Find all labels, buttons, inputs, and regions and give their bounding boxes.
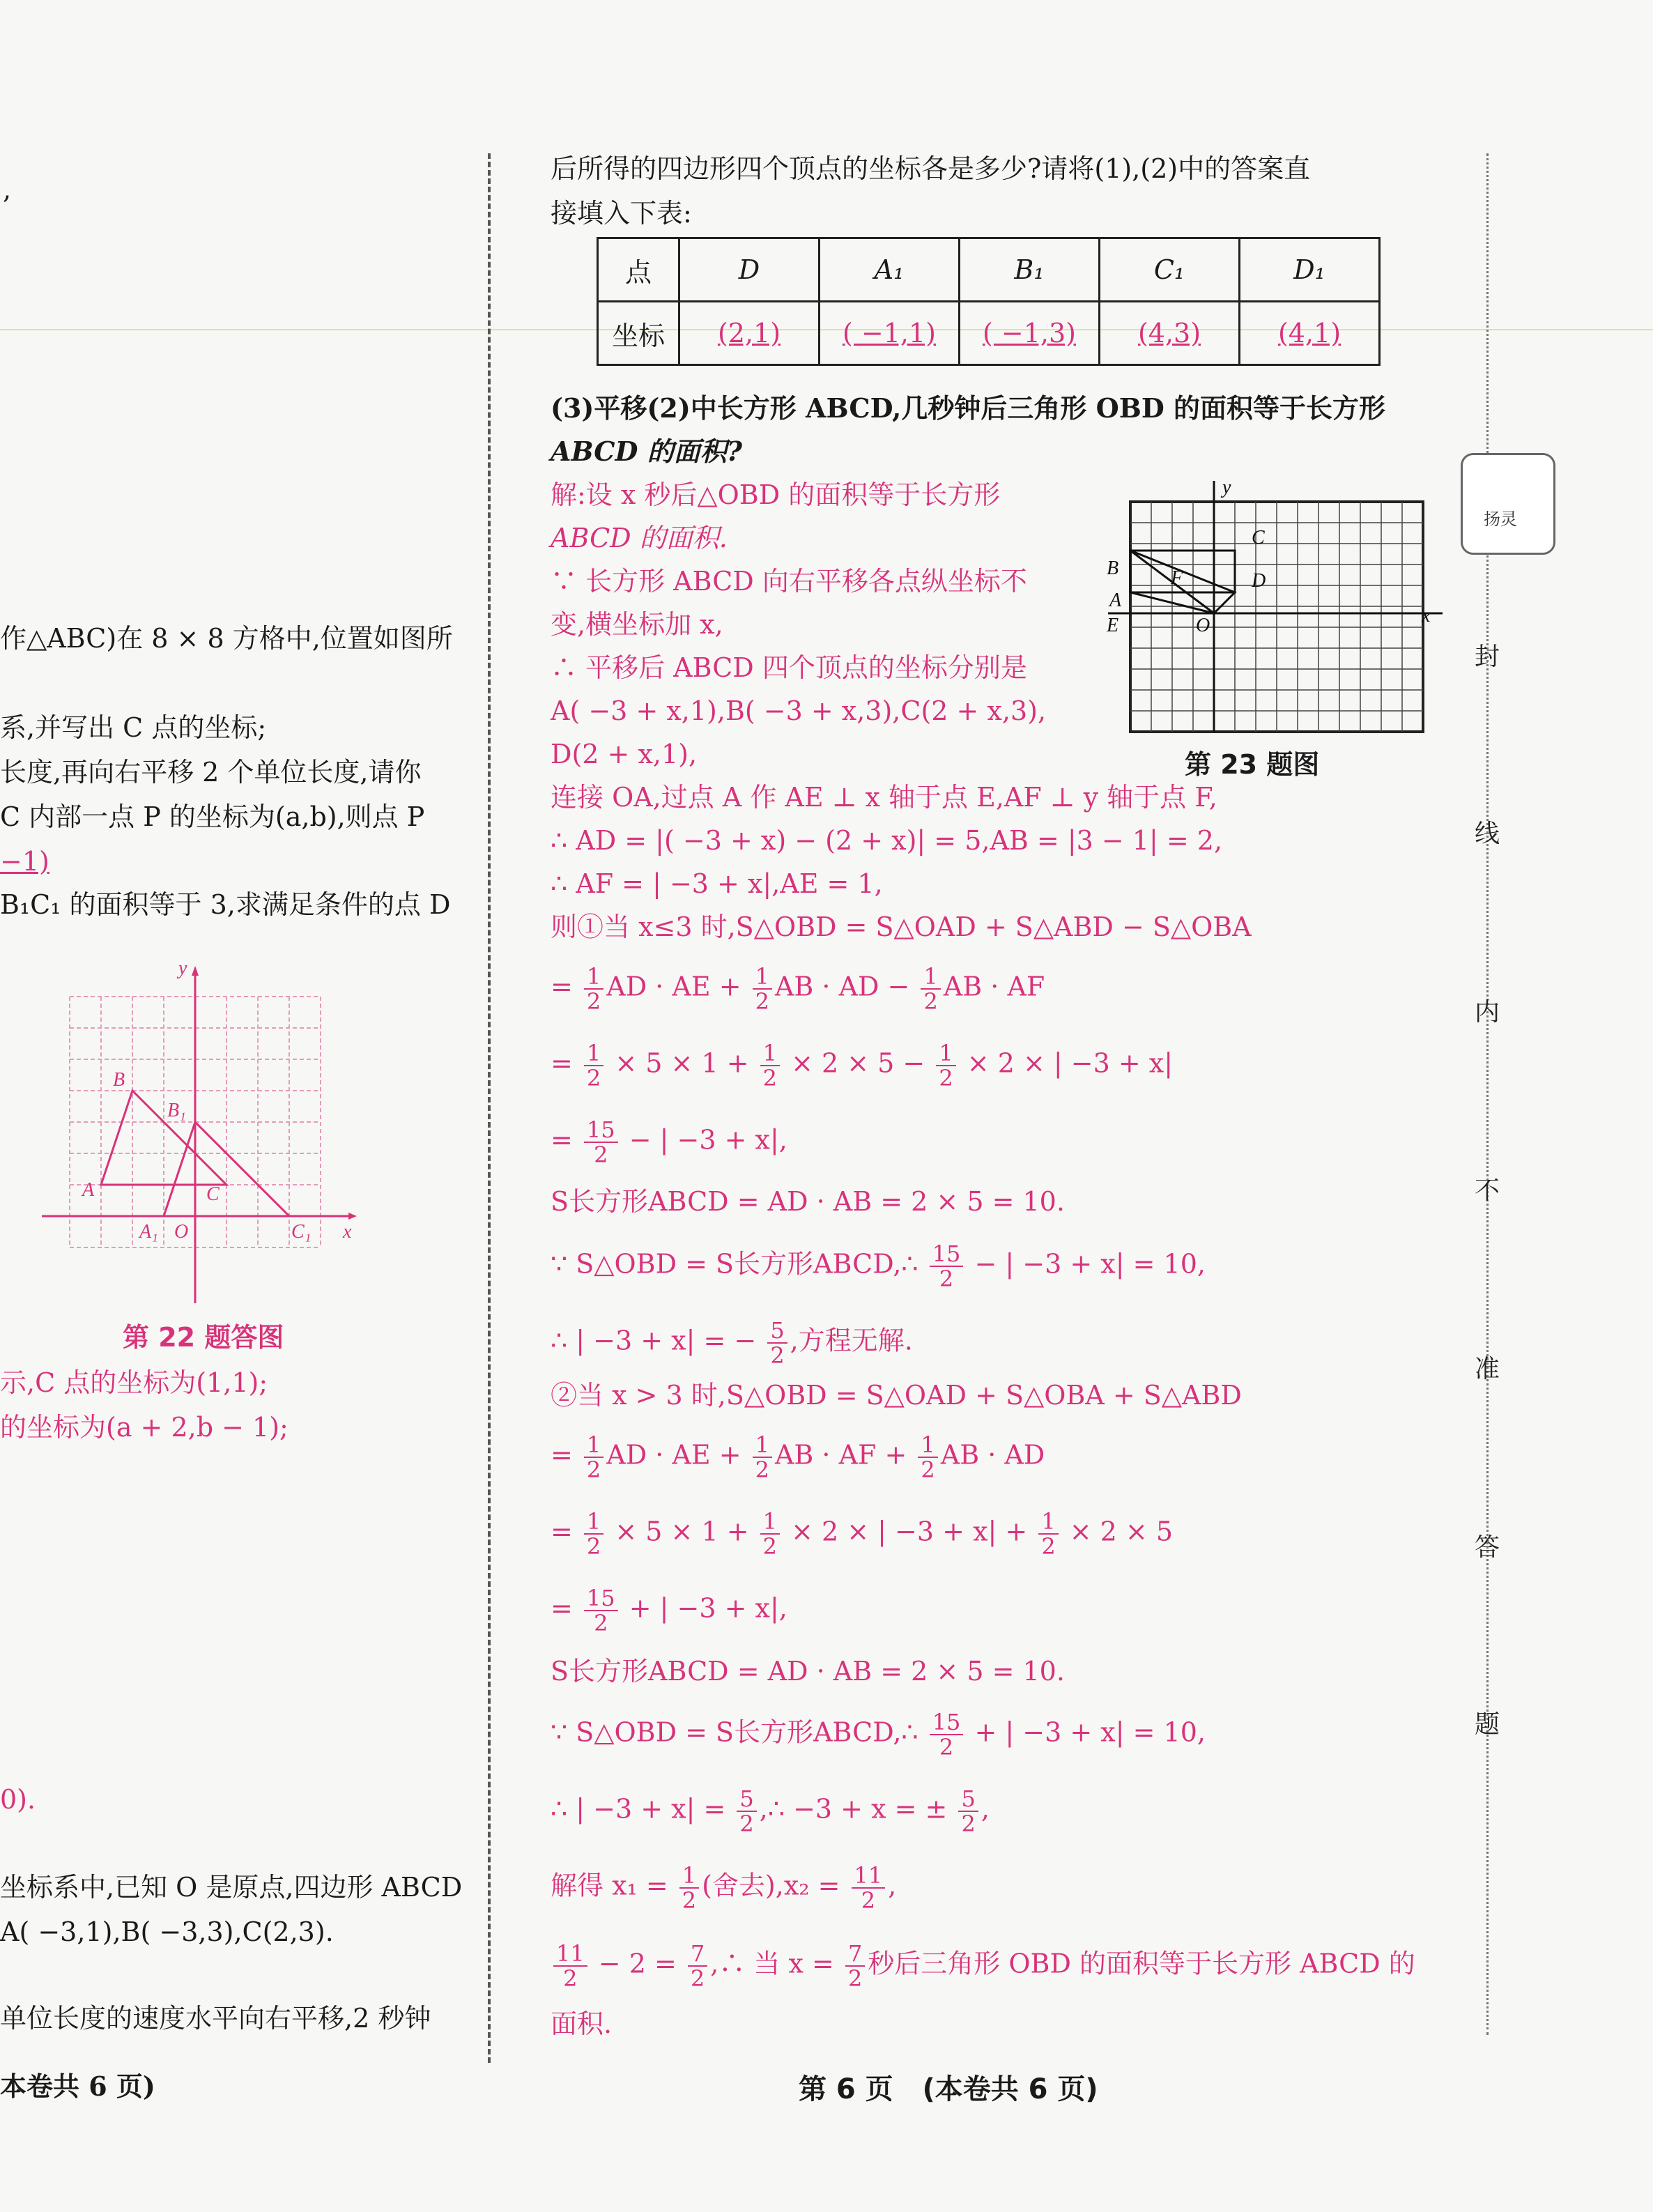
point-label: B	[1107, 558, 1119, 579]
solution-line: = $\frac{1}{2}$ AD · AE + $\frac{1}{2}$ AB · AD − $\frac{1}{2}$ AB · AF	[551, 963, 1045, 1015]
table-cell: (4,1)	[1240, 302, 1380, 365]
solution-line: = $\frac{15}{2}$ + | −3 + x|,	[551, 1585, 787, 1636]
solution-line: ②当 x > 3 时,S△OBD = S△OAD + S△OBA + S△ABD	[551, 1380, 1242, 1411]
point-label: E	[1107, 615, 1119, 636]
solution-line: A( −3 + x,1),B( −3 + x,3),C(2 + x,3),	[551, 696, 1047, 726]
intro-line: 接填入下表:	[551, 198, 692, 229]
table-row	[598, 238, 1380, 302]
point-label: O	[1196, 615, 1210, 636]
axis-label-x: x	[1422, 605, 1431, 627]
solution-line: 连接 OA,过点 A 作 AE ⊥ x 轴于点 E,AF ⊥ y 轴于点 F,	[551, 782, 1217, 813]
table-header-cell: B₁	[960, 238, 1100, 302]
solution-line: = $\frac{1}{2}$ × 5 × 1 + $\frac{1}{2}$ × 2 × | −3 + x| + $\frac{1}{2}$ × 2 × 5	[551, 1508, 1174, 1560]
page-number: 第 6 页 (本卷共 6 页)	[799, 2073, 1098, 2105]
point-label: C	[206, 1183, 220, 1205]
intro-line: 后所得的四边形四个顶点的坐标各是多少?请将(1),(2)中的答案直	[551, 153, 1311, 184]
left-text-line: 长度,再向右平移 2 个单位长度,请你	[0, 757, 422, 788]
solution-line: ∴ AD = |( −3 + x) − (2 + x)| = 5,AB = |3 − 1| = 2,	[551, 825, 1223, 856]
solution-line: 解:设 x 秒后△OBD 的面积等于长方形	[551, 479, 1001, 510]
solution-line: 面积.	[551, 2009, 613, 2039]
solution-line: = $\frac{1}{2}$ AD · AE + $\frac{1}{2}$ AB · AF + $\frac{1}{2}$ AB · AD	[551, 1431, 1045, 1483]
margin-char: 不	[1475, 1176, 1500, 1205]
point-label: B	[113, 1069, 125, 1091]
solution-line: ∵ 长方形 ABCD 向右平移各点纵坐标不	[551, 566, 1027, 597]
table-row	[598, 302, 1380, 365]
table-cell: (2,1)	[679, 302, 820, 365]
left-text-line: 系,并写出 C 点的坐标;	[0, 712, 267, 743]
solution-line: ∴ 平移后 ABCD 四个顶点的坐标分别是	[551, 652, 1027, 683]
table-header-cell: A₁	[820, 238, 960, 302]
point-label: O	[174, 1221, 189, 1243]
point-label: D	[1252, 570, 1266, 592]
figure-23	[1094, 474, 1443, 739]
solution-line: 则①当 x≤3 时,S△OBD = S△OAD + S△ABD − S△OBA	[551, 912, 1252, 942]
left-text-line: 作△ABC)在 8 × 8 方格中,位置如图所	[0, 623, 453, 654]
answer-table	[597, 237, 1381, 366]
solution-line: = $\frac{1}{2}$ × 5 × 1 + $\frac{1}{2}$ × 2 × 5 − $\frac{1}{2}$ × 2 × | −3 + x|	[551, 1040, 1174, 1091]
figure-23-caption: 第 23 题图	[1185, 749, 1320, 780]
solution-line: 解得 x₁ = $\frac{1}{2}$ (舍去),x₂ = $\frac{11}{2}$ ,	[551, 1862, 897, 1914]
table-cell: (4,3)	[1100, 302, 1240, 365]
margin-char: 线	[1475, 820, 1500, 848]
question-line: ABCD 的面积?	[551, 436, 742, 467]
solution-line: $\frac{11}{2}$ − 2 = $\frac{7}{2}$ ,∴ 当 x = $\frac{7}{2}$ 秒后三角形 OBD 的面积等于长方形 ABCD 的	[551, 1942, 1415, 1990]
solution-line: ∵ S△OBD = S长方形ABCD,∴ $\frac{15}{2}$ + | −3 + x| = 10,	[551, 1709, 1206, 1760]
stamp-logo: 扬灵	[1461, 453, 1555, 555]
figure-22-answer	[42, 962, 362, 1310]
left-footer: 本卷共 6 页)	[0, 2071, 155, 2102]
margin-char: 答	[1475, 1533, 1500, 1562]
point-label: A₁	[139, 1221, 158, 1243]
table-header-cell: D	[679, 238, 820, 302]
solution-line: = $\frac{15}{2}$ − | −3 + x|,	[551, 1116, 787, 1168]
solution-line: S长方形ABCD = AD · AB = 2 × 5 = 10.	[551, 1186, 1065, 1217]
table-header-cell: 点	[598, 238, 679, 302]
column-divider	[488, 153, 491, 2063]
solution-line: 变,横坐标加 x,	[551, 609, 723, 640]
point-label: C	[1252, 527, 1265, 548]
point-label: F	[1171, 567, 1183, 589]
solution-line: ∴ | −3 + x| = $\frac{5}{2}$ ,∴ −3 + x = ± $\frac{5}{2}$ ,	[551, 1785, 990, 1837]
point-label: B₁	[167, 1100, 186, 1121]
axis-label-x: x	[343, 1221, 352, 1243]
solution-line: S长方形ABCD = AD · AB = 2 × 5 = 10.	[551, 1656, 1065, 1687]
question-line: (3)平移(2)中长方形 ABCD,几秒钟后三角形 OBD 的面积等于长方形	[551, 392, 1386, 424]
left-text-line: 单位长度的速度水平向右平移,2 秒钟	[0, 2003, 431, 2034]
left-text-line: ,	[3, 174, 12, 205]
table-cell: ( −1,3)	[960, 302, 1100, 365]
solution-line: ABCD 的面积.	[551, 523, 728, 553]
table-row-label: 坐标	[598, 302, 679, 365]
binding-line	[1486, 153, 1489, 2035]
axis-label-y: y	[1222, 477, 1231, 498]
solution-line: ∴ | −3 + x| = − $\frac{5}{2}$ ,方程无解.	[551, 1317, 913, 1369]
solution-line: ∵ S△OBD = S长方形ABCD,∴ $\frac{15}{2}$ − | −3 + x| = 10,	[551, 1241, 1206, 1292]
margin-char: 准	[1475, 1355, 1500, 1383]
left-solution-line: 示,C 点的坐标为(1,1);	[0, 1367, 268, 1398]
left-text-line: C 内部一点 P 的坐标为(a,b),则点 P	[0, 801, 425, 832]
margin-char: 题	[1475, 1710, 1500, 1739]
axis-label-y: y	[178, 962, 187, 979]
table-header-cell: C₁	[1100, 238, 1240, 302]
point-label: A	[1109, 590, 1122, 611]
figure-22-caption: 第 22 题答图	[123, 1322, 284, 1353]
margin-char: 内	[1475, 998, 1500, 1027]
solution-line: ∴ AF = | −3 + x|,AE = 1,	[551, 868, 883, 899]
solution-line: D(2 + x,1),	[551, 739, 698, 769]
left-solution-line: 的坐标为(a + 2,b − 1);	[0, 1412, 289, 1443]
point-label: C₁	[291, 1221, 312, 1243]
left-solution-line: 0).	[0, 1784, 36, 1815]
table-cell: ( −1,1)	[820, 302, 960, 365]
left-answer-blank: −1)	[0, 846, 49, 877]
margin-char: 封	[1475, 643, 1500, 671]
left-text-line: B₁C₁ 的面积等于 3,求满足条件的点 D	[0, 889, 451, 920]
left-text-line: 坐标系中,已知 O 是原点,四边形 ABCD	[0, 1872, 463, 1903]
left-text-line: A( −3,1),B( −3,3),C(2,3).	[0, 1917, 334, 1947]
point-label: A	[82, 1179, 95, 1201]
table-header-cell: D₁	[1240, 238, 1380, 302]
